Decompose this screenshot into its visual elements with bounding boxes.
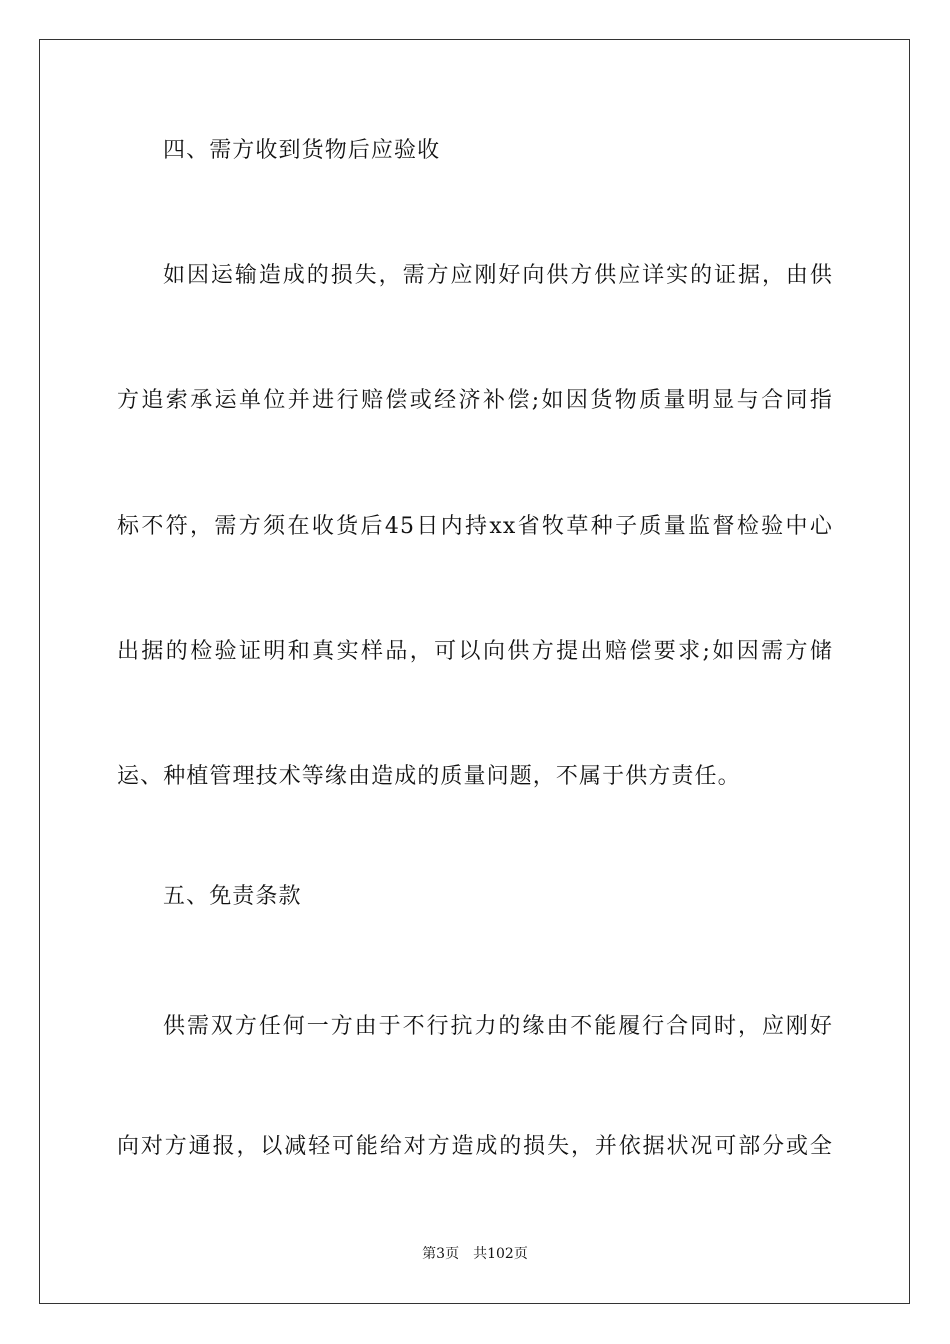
page-border: [39, 39, 910, 1304]
paragraph-line: 方追索承运单位并进行赔偿或经济补偿;如因货物质量明显与合同指: [117, 388, 833, 413]
paragraph-line: 出据的检验证明和真实样品，可以向供方提出赔偿要求;如因需方储: [117, 639, 833, 664]
paragraph-line: 如因运输造成的损失，需方应刚好向供方供应详实的证据，由供: [163, 263, 833, 288]
paragraph-line: 运、种植管理技术等缘由造成的质量问题，不属于供方责任。: [117, 764, 741, 789]
section-heading-4: 四、需方收到货物后应验收: [163, 138, 441, 163]
paragraph-line: 供需双方任何一方由于不行抗力的缘由不能履行合同时，应刚好: [163, 1014, 833, 1039]
paragraph-line: 标不符，需方须在收货后45日内持xx省牧草种子质量监督检验中心: [117, 514, 833, 539]
page-footer: [0, 1244, 950, 1264]
page-number: 第3页: [422, 1246, 460, 1262]
total-pages: 共102页: [473, 1246, 528, 1262]
paragraph-line: 向对方通报，以减轻可能给对方造成的损失，并依据状况可部分或全: [117, 1134, 833, 1159]
section-heading-5: 五、免责条款: [163, 884, 302, 909]
